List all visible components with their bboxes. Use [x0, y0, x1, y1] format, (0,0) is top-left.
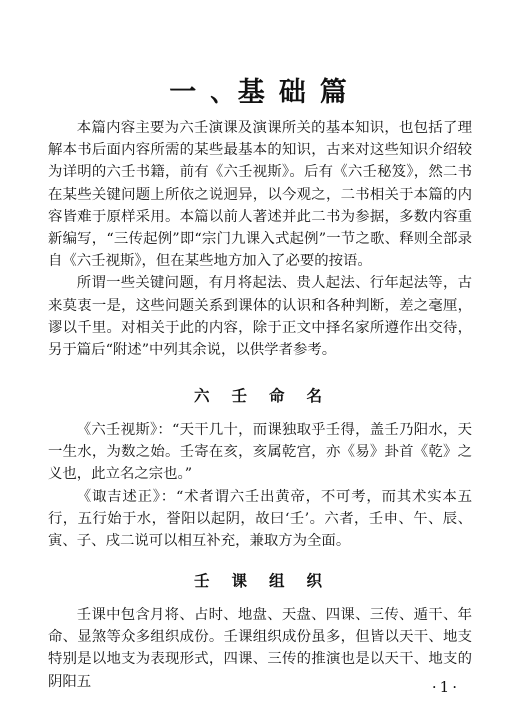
intro-paragraph-2: 所谓一些关键问题，有月将起法、贵人起法、行年起法等，古来莫衷一是，这些问题关系到课体的认识和各种判断，差之毫厘，谬以千里。对相关于此的内容，除于正文中择名家所遵作出交待，另于篇后“附述”中列其余说，以供学者参考。 — [48, 275, 472, 359]
chapter-title: 一､基础篇 — [169, 77, 361, 108]
section1-paragraph-1: 《六壬视斯》：“天干几十，而课独取乎壬得，盖壬乃阳水，天一生水，为数之始。壬寄在亥，亥属乾宫，亦《易》卦首《乾》之义也，此立名之宗也。” — [48, 422, 472, 483]
page-number: ·1· — [431, 678, 460, 696]
intro-paragraph-1: 本篇内容主要为六壬演课及演课所关的基本知识，也包括了理解本书后面内容所需的某些最基本的知识，古来对这些知识介绍较为详明的六壬书籍，前有《六壬视斯》。后有《六壬秘笈》，然二书在某些关键问题上所依之说迥异，以今观之，二书相关于本篇的内容皆难于原样采用。本篇以前人著述并此二书为参据，多数内容重新编写，“三传起例”即“宗门九课入式起例”一节之歌、释则全部录自《六壬视斯》，但在某些地方加入了必要的按语。 — [48, 120, 472, 270]
section2-text-block — [48, 604, 472, 693]
section-title-liuren-naming: 六壬命名 — [193, 387, 344, 405]
section2-paragraph-1: 壬课中包含月将、占时、地盘、天盘、四课、三传、遁干、年命、显煞等众多组织成份。壬课组织成份虽多，但皆以天干、地支特别是以地支为表现形式，四课、三传的推演也是以天干、地支的阴阳五 — [48, 607, 472, 690]
intro-text-block — [48, 117, 472, 361]
section-title-course-structure: 壬课组织 — [193, 572, 344, 590]
section1-text-block — [48, 419, 472, 552]
section1-paragraph-2: 《诹吉述正》：“术者谓六壬出黄帝，不可考，而其术实本五行，五行始于水，誉阳以起阴，故曰‘壬’。六者，壬申、午、辰、寅、子、戌二说可以相互补充，兼取方为全面。 — [48, 488, 472, 550]
